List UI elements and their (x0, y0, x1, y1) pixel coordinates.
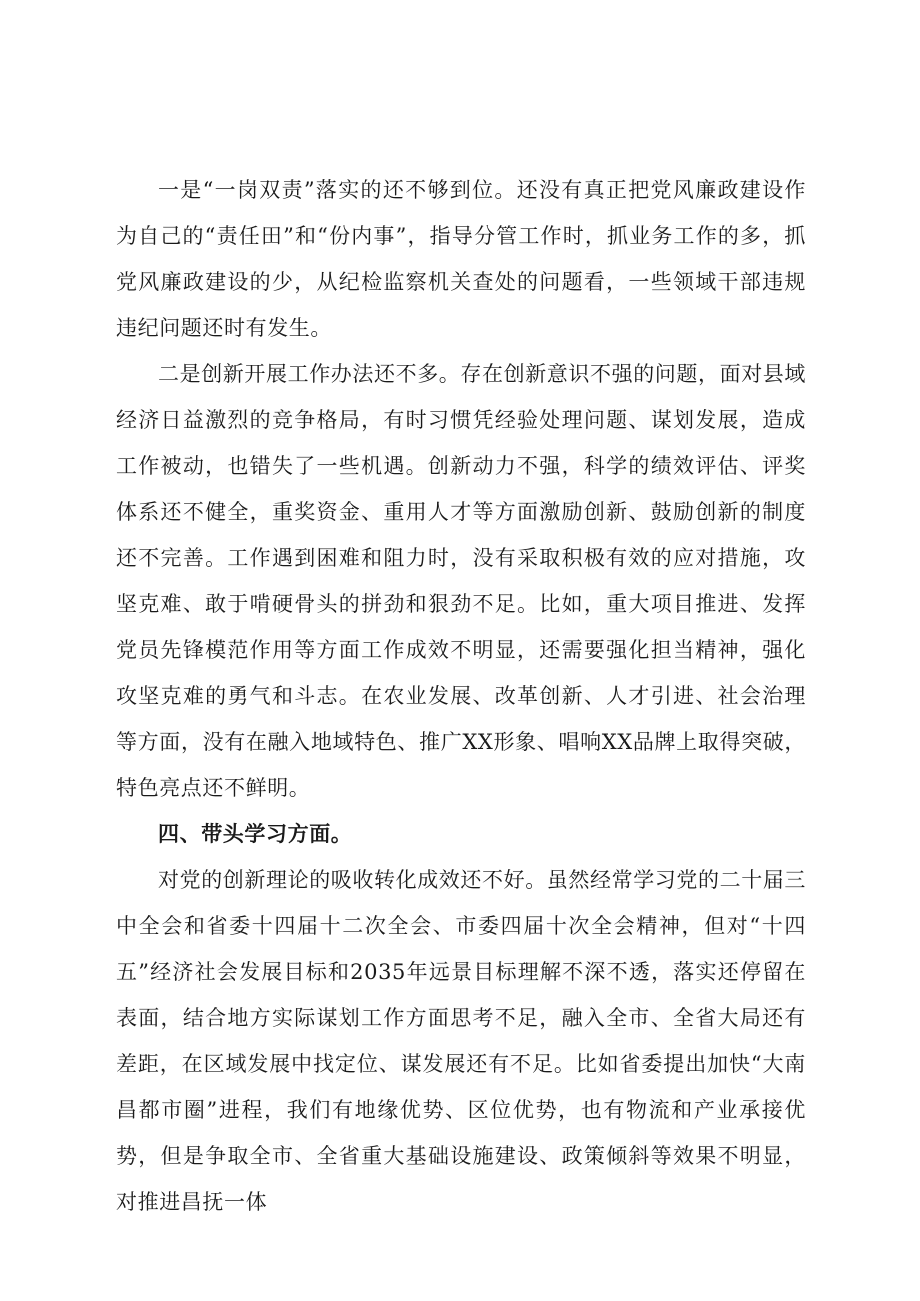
paragraph-yigang-shuangze: 一是“一岗双责”落实的还不够到位。还没有真正把党风廉政建设作为自己的“责任田”和“份内事”，指导分管工作时，抓业务工作的多，抓党风廉政建设的少，从纪检监察机关查处的问题看，一些领域干部违规违纪问题还时有发生。 (116, 178, 806, 340)
paragraph-theory-study: 对党的创新理论的吸收转化成效还不好。虽然经常学习党的二十届三中全会和省委十四届十二次全会、市委四届十次全会精神，但对“十四五”经济社会发展目标和2035年远景目标理解不深不透，落实还停留在表面，结合地方实际谋划工作方面思考不足，融入全市、全省大局还有差距，在区域发展中找定位、谋发展还有不足。比如省委提出加快“大南昌都市圈”进程，我们有地缘优势、区位优势，也有物流和产业承接优势，但是争取全市、全省重大基础设施建设、政策倾斜等效果不明显，对推进昌抚一体 (116, 868, 806, 1214)
paragraph-innovation: 二是创新开展工作办法还不多。存在创新意识不强的问题，面对县域经济日益激烈的竞争格局，有时习惯凭经验处理问题、谋划发展，造成工作被动，也错失了一些机遇。创新动力不强，科学的绩效评估、评奖体系还不健全，重奖资金、重用人才等方面激励创新、鼓励创新的制度还不完善。工作遇到困难和阻力时，没有采取积极有效的应对措施，攻坚克难、敢于啃硬骨头的拼劲和狠劲不足。比如，重大项目推进、发挥党员先锋模范作用等方面工作成效不明显，还需要强化担当精神，强化攻坚克难的勇气和斗志。在农业发展、改革创新、人才引进、社会治理等方面，没有在融入地域特色、推广XX形象、唱响XX品牌上取得突破，特色亮点还不鲜明。 (116, 362, 806, 800)
document-body (116, 167, 806, 1225)
section-heading-study: 四、带头学习方面。 (158, 822, 353, 846)
